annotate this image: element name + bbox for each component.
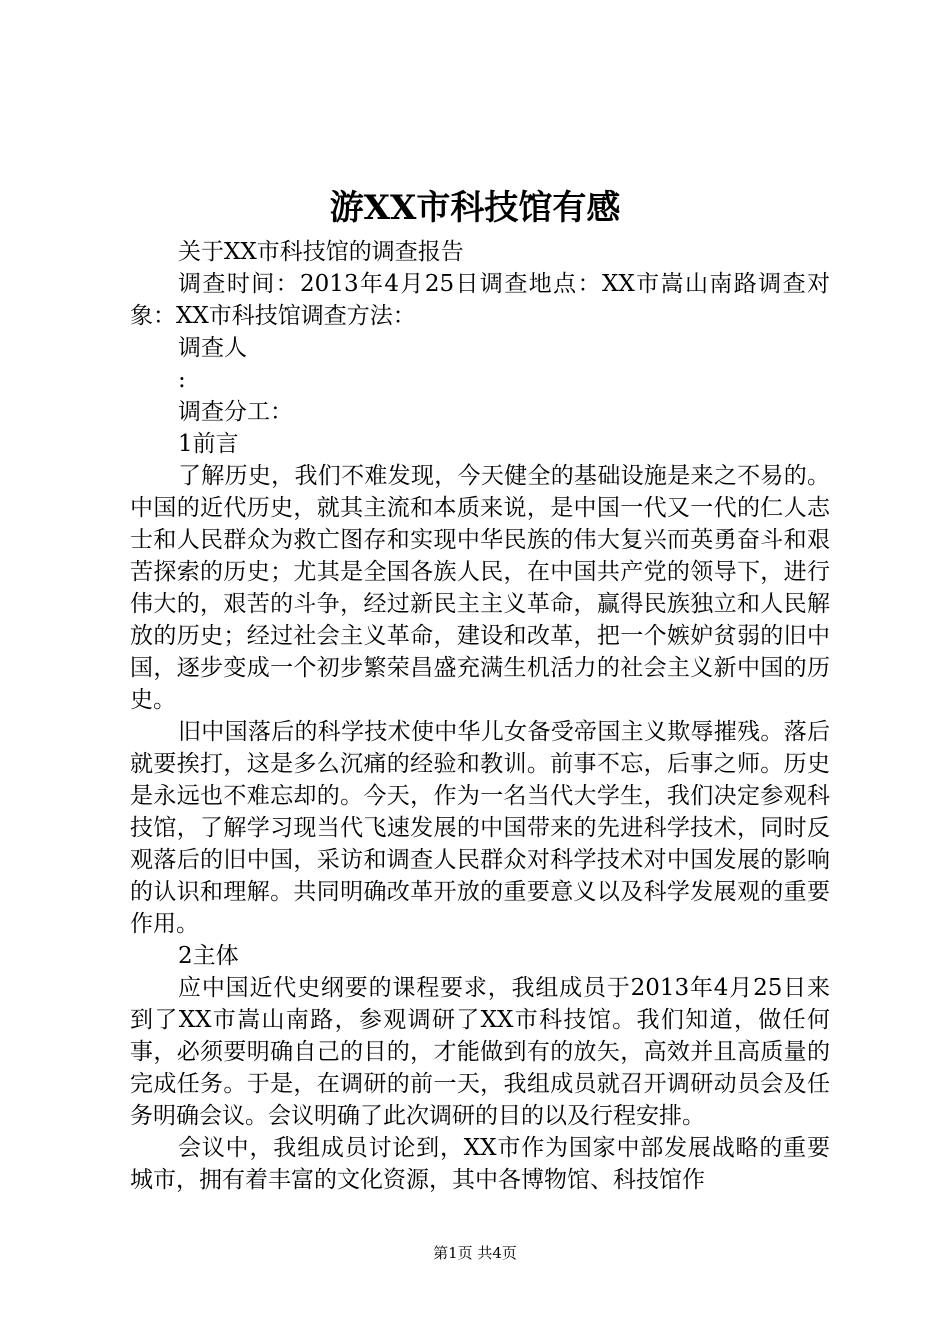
paragraph-old-china: 旧中国落后的科学技术使中华儿女备受帝国主义欺辱摧残。落后就要挨打，这是多么沉痛的经验和教训。前事不忘，后事之师。历史是永远也不难忘却的。今天，作为一名当代大学生，我们决定参观科技馆，了解学习现当代飞速发展的中国带来的先进科学技术，同时反观落后的旧中国，采访和调查人民群众对科学技术对中国发展的影响的认识和理解。共同明确改革开放的重要意义以及科学发展观的重要作用。: [130, 719, 830, 937]
document-body: [130, 236, 830, 1196]
paragraph-colon: :: [178, 367, 186, 393]
paragraph-surveyor: 调查人: [178, 335, 247, 361]
paragraph-report-heading: 关于XX市科技馆的调查报告: [178, 239, 464, 265]
page-footer: 第1页 共4页: [433, 1244, 517, 1262]
document-title: 游XX市科技馆有感: [329, 188, 621, 228]
paragraph-visit: 应中国近代史纲要的课程要求，我组成员于2013年4月25日来到了XX市嵩山南路，参观调研了XX市科技馆。我们知道，做任何事，必须要明确自己的目的，才能做到有的放矢，高效并且高质量的完成任务。于是，在调研的前一天，我组成员就召开调研动员会及任务明确会议。会议明确了此次调研的目的以及行程安排。: [130, 975, 830, 1129]
paragraph-meeting: 会议中，我组成员讨论到，XX市作为国家中部发展战略的重要城市，拥有着丰富的文化资源，其中各博物馆、科技馆作: [130, 1135, 830, 1193]
paragraph-history: 了解历史，我们不难发现，今天健全的基础设施是来之不易的。中国的近代历史，就其主流和本质来说，是中国一代又一代的仁人志士和人民群众为救亡图存和实现中华民族的伟大复兴而英勇奋斗和艰苦探索的历史；尤其是全国各族人民，在中国共产党的领导下，进行伟大的，艰苦的斗争，经过新民主主义革命，赢得民族独立和人民解放的历史；经过社会主义革命，建设和改革，把一个嫉妒贫弱的旧中国，逐步变成一个初步繁荣昌盛充满生机活力的社会主义新中国的历史。: [130, 463, 830, 713]
paragraph-division: 调查分工：: [178, 399, 293, 425]
paragraph-survey-info: 调查时间：2013年4月25日调查地点：XX市嵩山南路调查对象：XX市科技馆调查方法：: [130, 271, 830, 329]
section-heading-preface: 1前言: [178, 431, 239, 457]
section-heading-main: 2主体: [178, 943, 239, 969]
